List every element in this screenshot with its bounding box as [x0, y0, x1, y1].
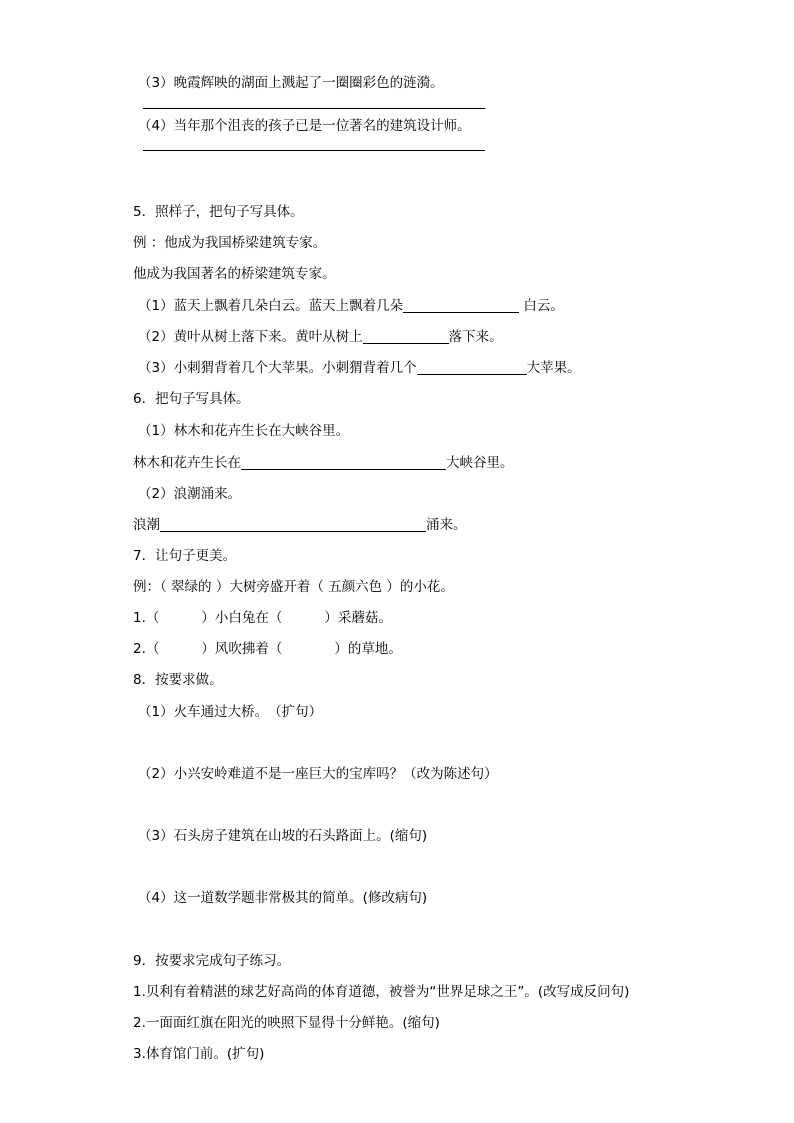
- q6-item-1-text: 林木和花卉生长在: [133, 455, 241, 471]
- q8-item-1: （1）火车通过大桥。 （扩句）: [138, 704, 323, 720]
- q7-example: 例：（ 翠绿的 ）大树旁盛开着（ 五颜六色 ）的小花。: [133, 579, 454, 595]
- q9-item-1: 1.贝利有着精湛的球艺好高尚的体育道德，被誉为“世界足球之王”。(改写成反问句): [133, 984, 630, 1000]
- q6-item-1: （1）林木和花卉生长在大峡谷里。: [138, 423, 350, 439]
- q5-example-answer: 他成为我国著名的桥梁建筑专家。: [133, 266, 336, 282]
- answer-line[interactable]: [143, 150, 485, 151]
- q7-item-2-mid: ）风吹拂着（: [201, 641, 283, 657]
- q7-item-1: [133, 609, 392, 627]
- q6-item-2-text: 浪潮: [133, 517, 160, 533]
- q7-item-1-open: 1.（: [133, 610, 160, 626]
- q7-item-2-tail: ）的草地。: [334, 641, 402, 657]
- q6-title: 6．把句子写具体。: [133, 391, 250, 407]
- q6-item-2-tail: 涌来。: [426, 517, 467, 533]
- fill-blank[interactable]: [160, 517, 426, 532]
- fill-blank[interactable]: [417, 360, 527, 375]
- q4-item-4: （4）当年那个沮丧的孩子已是一位著名的建筑设计师。: [138, 118, 471, 134]
- q7-item-2: [133, 640, 402, 658]
- q7-item-1-mid: ）小白兔在（: [201, 610, 283, 626]
- q5-title: 5．照样子，把句子写具体。: [133, 204, 304, 220]
- q7-item-2-open: 2.（: [133, 641, 160, 657]
- fill-blank[interactable]: [241, 455, 446, 470]
- q5-item-3: [138, 359, 581, 377]
- q9-title: 9．按要求完成句子练习。: [133, 953, 291, 969]
- q9-item-3: 3.体育馆门前。(扩句): [133, 1046, 265, 1062]
- q9-item-2: 2.一面面红旗在阳光的映照下显得十分鲜艳。(缩句): [133, 1015, 440, 1031]
- answer-line[interactable]: [143, 108, 485, 109]
- q5-item-1-tail: 白云。: [519, 298, 564, 314]
- q6-item-2-fill: [133, 516, 467, 534]
- q7-title: 7．让句子更美。: [133, 548, 237, 564]
- q5-item-2: [138, 328, 503, 346]
- q8-title: 8．按要求做。: [133, 672, 223, 688]
- q7-item-1-tail: ）采蘑菇。: [324, 610, 392, 626]
- q5-item-1-text: （1）蓝天上飘着几朵白云。蓝天上飘着几朵: [138, 298, 404, 314]
- q6-item-1-fill: [133, 454, 514, 472]
- q5-item-1: [138, 297, 564, 315]
- q5-example: 例 ：他成为我国桥梁建筑专家。: [133, 235, 327, 251]
- q8-item-3: （3）石头房子建筑在山坡的石头路面上。(缩句): [138, 828, 428, 844]
- q5-item-3-tail: 大苹果。: [526, 360, 581, 376]
- q5-item-2-tail: 落下来。: [448, 329, 503, 345]
- fill-blank[interactable]: [363, 329, 449, 344]
- q6-item-1-tail: 大峡谷里。: [446, 455, 514, 471]
- q6-item-2: （2）浪潮涌来。: [138, 486, 242, 502]
- q8-item-2: （2）小兴安岭难道不是一座巨大的宝库吗？（改为陈述句）: [138, 766, 498, 782]
- fill-blank[interactable]: [403, 298, 519, 313]
- q5-item-3-text: （3）小刺猬背着几个大苹果。小刺猬背着几个: [138, 360, 417, 376]
- q8-item-4: （4）这一道数学题非常极其的简单。(修改病句): [138, 890, 428, 906]
- q4-item-3: （3）晚霞辉映的湖面上溅起了一圈圈彩色的涟漪。: [138, 75, 444, 91]
- q5-item-2-text: （2）黄叶从树上落下来。黄叶从树上: [138, 329, 363, 345]
